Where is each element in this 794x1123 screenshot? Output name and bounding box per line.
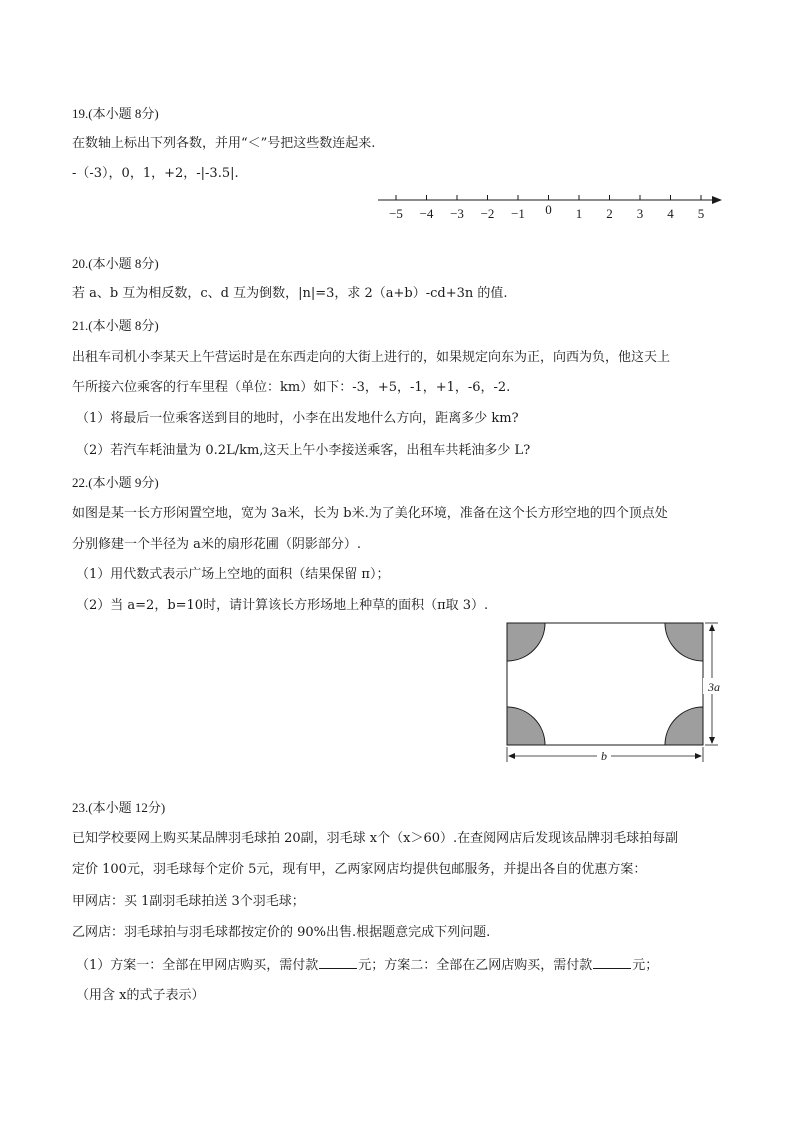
q21-part1: （1）将最后一位乘客送到目的地时，小李在出发地什么方向，距离多少 km? <box>76 411 519 426</box>
q21-heading: 21.(本小题 8分) <box>72 318 159 333</box>
q19-text: 在数轴上标出下列各数，并用“＜”号把这些数连起来. <box>72 136 376 151</box>
number-line-label: 2 <box>606 206 613 221</box>
q23-text-line2: 定价 100元，羽毛球每个定价 5元，现有甲，乙两家网店均提供包邮服务，并提出各自的优惠方案： <box>72 862 647 877</box>
q23-shop-a: 甲网店：买 1副羽毛球拍送 3个羽毛球； <box>72 894 305 909</box>
number-line-label: −2 <box>480 206 495 221</box>
q21-text-line1: 出租车司机小李某天上午营运时是在东西走向的大街上进行的，如果规定向东为正，向西为负，他这天上 <box>72 350 671 365</box>
q19-numbers: -（-3），0，1，+2，-|-3.5|. <box>72 166 239 181</box>
q23-part1-middle: 元；方案二：全部在乙网店购买，需付款 <box>358 958 593 973</box>
q19-heading: 19.(本小题 8分) <box>72 106 159 121</box>
number-line-label: 3 <box>636 206 644 221</box>
q23-text-line1: 已知学校要网上购买某品牌羽毛球拍 20副，羽毛球 x个（x＞60）.在查阅网店后发现该品牌羽毛球拍每副 <box>72 831 679 846</box>
rectangle-figure <box>500 616 730 768</box>
q23-part1-suffix: 元； <box>632 958 659 973</box>
number-line-arrow-icon <box>712 196 722 204</box>
q22-text-line2: 分别修建一个半径为 a米的扇形花圃（阴影部分）. <box>72 537 362 552</box>
number-line-label: 4 <box>667 206 674 221</box>
q23-part1 <box>76 956 658 974</box>
q22-heading: 22.(本小题 9分) <box>72 475 159 490</box>
q23-part1-prefix: （1）方案一：全部在甲网店购买，需付款 <box>76 958 319 973</box>
label-width: 3a <box>708 680 720 694</box>
label-length: b <box>601 749 607 763</box>
q22-part1: （1）用代数式表示广场上空地的面积（结果保留 π）； <box>76 567 390 582</box>
number-line-label: 5 <box>697 206 705 221</box>
answer-blank-1[interactable] <box>319 956 357 969</box>
q21-text-line2: 午所接六位乘客的行车里程（单位：km）如下：-3，+5，-1，+1，-6，-2. <box>72 380 511 395</box>
q20-text: 若 a、b 互为相反数，c、d 互为倒数，|n|=3，求 2（a+b）-cd+3n 的值. <box>72 286 508 301</box>
q22-part2: （2）当 a=2，b=10时，请计算该长方形场地上种草的面积（π取 3）. <box>76 598 489 613</box>
number-line-label: −1 <box>511 206 525 221</box>
q23-part1-note: （用含 x的式子表示） <box>76 988 205 1003</box>
number-line-label: −4 <box>419 206 434 221</box>
answer-blank-2[interactable] <box>593 956 631 969</box>
q23-shop-b: 乙网店：羽毛球拍与羽毛球都按定价的 90%出售.根据题意完成下列问题. <box>72 925 491 940</box>
number-line-label: 1 <box>575 206 583 221</box>
q21-part2: （2）若汽车耗油量为 0.2L/km,这天上午小李接送乘客，出租车共耗油多少 L? <box>76 443 531 458</box>
number-line-label: 0 <box>545 202 552 217</box>
number-line-label: −5 <box>389 206 403 221</box>
q22-text-line1: 如图是某一长方形闲置空地，宽为 3a米，长为 b米.为了美化环境，准备在这个长方形空地的四个顶点处 <box>72 506 668 521</box>
q23-heading: 23.(本小题 12分) <box>72 800 166 815</box>
number-line <box>370 186 730 228</box>
number-line-label: −3 <box>450 206 464 221</box>
q20-heading: 20.(本小题 8分) <box>72 256 159 271</box>
